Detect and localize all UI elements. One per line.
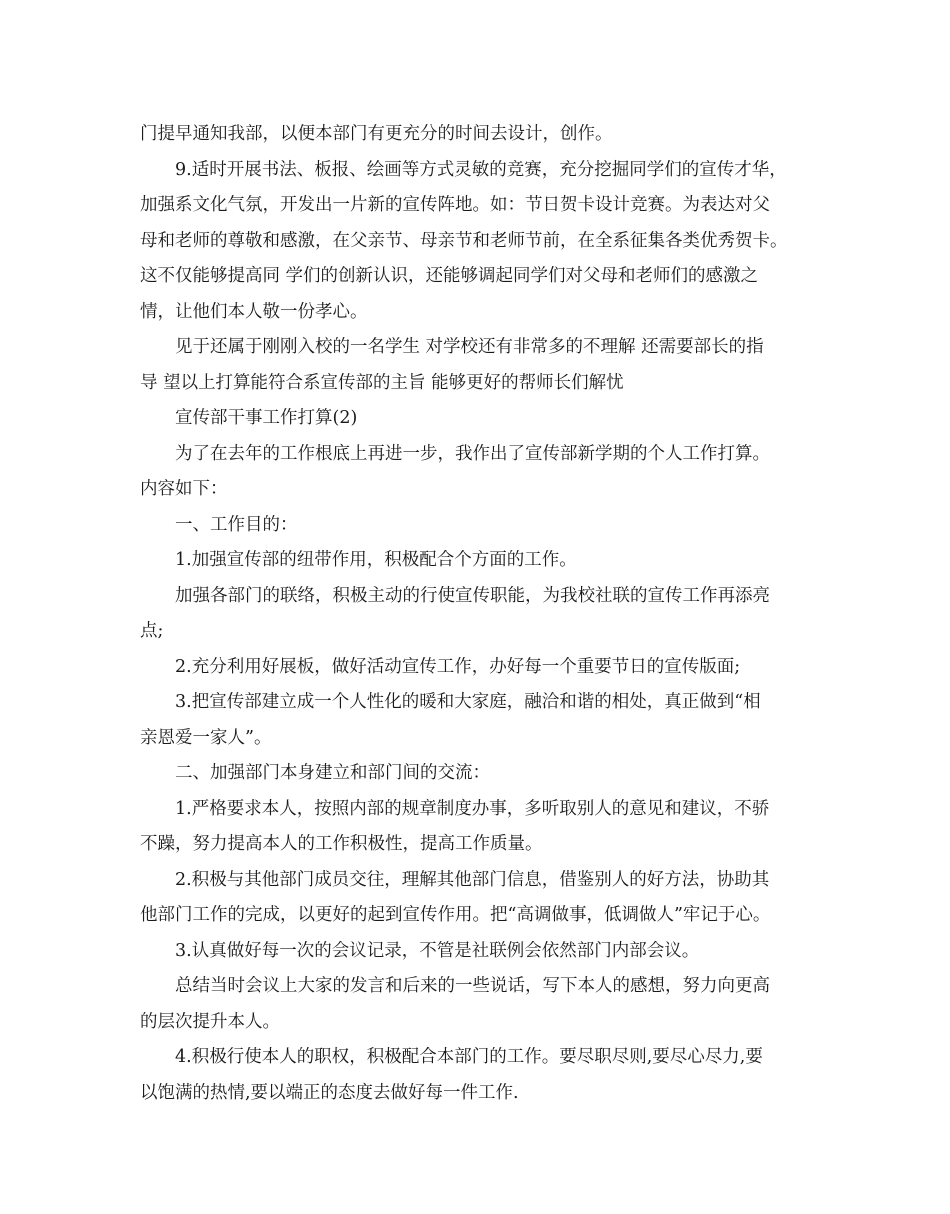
- text-line: 的层次提升本人。: [140, 1011, 280, 1032]
- text-line: 二、加强部门本身建立和部门间的交流：: [175, 763, 490, 783]
- text-line: 不躁，努力提高本人的工作积极性，提高工作质量。: [140, 834, 543, 854]
- text-line: 3.把宣传部建立成一个人性化的暖和大家庭，融洽和谐的相处，真正做到“相: [175, 692, 761, 712]
- text-line: 2.积极与其他部门成员交往，理解其他部门信息，借鉴别人的好方法，协助其: [175, 869, 770, 890]
- text-line: 母和老师的尊敬和感激，在父亲节、母亲节和老师节前，在全系征集各类优秀贺卡。: [140, 230, 788, 251]
- text-line: 导 望以上打算能符合系宣传部的主旨 能够更好的帮师长们解忧: [140, 372, 624, 393]
- text-line: 加强各部门的联络，积极主动的行使宣传职能，为我校社联的宣传工作再添亮: [175, 585, 770, 606]
- text-line: 加强系文化气氛，开发出一片新的宣传阵地。如：节日贺卡设计竞赛。为表达对父: [140, 195, 770, 215]
- text-line: 他部门工作的完成，以更好的起到宣传作用。把“高调做事，低调做人”牢记于心。: [140, 905, 771, 925]
- text-line: 1.加强宣传部的纽带作用，积极配合个方面的工作。: [175, 550, 577, 570]
- text-line: 以饱满的热情,要以端正的态度去做好每一件工作.: [140, 1082, 519, 1103]
- text-line: 亲恩爱一家人”。: [140, 727, 272, 748]
- text-line: 9.适时开展书法、板报、绘画等方式灵敏的竞赛，充分挖掘同学们的宣传才华，: [175, 159, 787, 180]
- text-line: 门提早通知我部，以便本部门有更充分的时间去设计，创作。: [140, 124, 613, 144]
- document-body: [140, 117, 812, 1111]
- text-line: 这不仅能够提高同 学们的创新认识，还能够调起同学们对父母和老师们的感激之: [140, 266, 759, 286]
- text-line: 点;: [140, 621, 164, 641]
- text-line: 4.积极行使本人的职权，积极配合本部门的工作。要尽职尽则,要尽心尽力,要: [175, 1047, 763, 1067]
- text-line: 一、工作目的：: [175, 514, 298, 535]
- text-line: 1.严格要求本人，按照内部的规章制度办事，多听取别人的意见和建议，不骄: [175, 798, 770, 819]
- text-line: 宣传部干事工作打算(2): [175, 408, 358, 428]
- text-line: 情，让他们本人敬一份孝心。: [140, 301, 368, 322]
- text-line: 内容如下：: [140, 479, 228, 499]
- text-line: 见于还属于刚刚入校的一名学生 对学校还有非常多的不理解 还需要部长的指: [175, 337, 764, 357]
- text-line: 3.认真做好每一次的会议记录，不管是社联例会依然部门内部会议。: [175, 940, 700, 961]
- text-line: 2.充分利用好展板，做好活动宣传工作，办好每一个重要节日的宣传版面;: [175, 656, 741, 677]
- text-line: 总结当时会议上大家的发言和后来的一些说话，写下本人的感想，努力向更高: [175, 976, 770, 996]
- text-line: 为了在去年的工作根底上再进一步，我作出了宣传部新学期的个人工作打算。: [175, 443, 770, 464]
